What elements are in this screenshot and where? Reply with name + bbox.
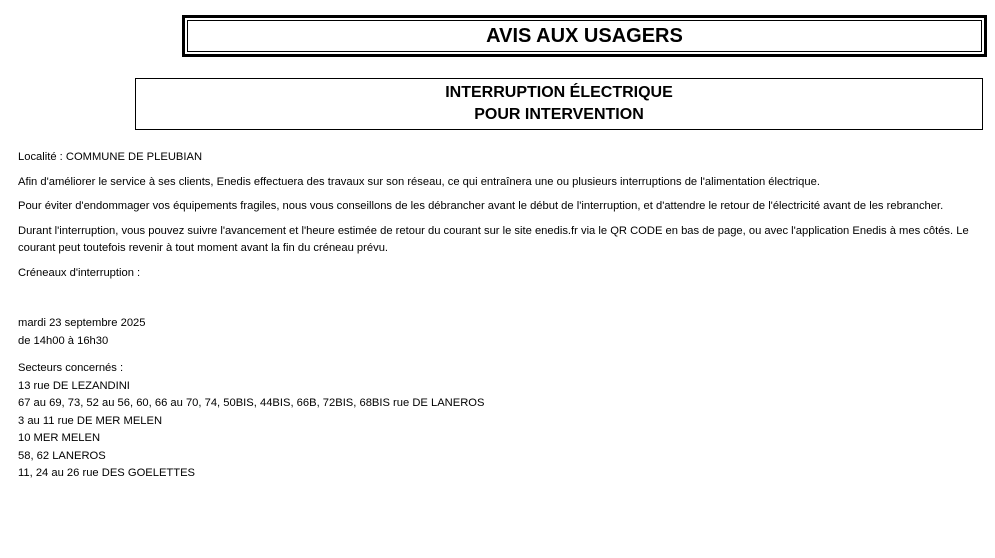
protection-paragraph: Pour éviter d'endommager vos équipements fragiles, nous vous conseillons de les débrancher avant le début de l'interruption, et d'attendre le retour de l'électricité avant de les rebrancher.: [18, 200, 944, 212]
schedule-heading: Créneaux d'interruption :: [18, 266, 141, 279]
area-item: 3 au 11 rue DE MER MELEN: [18, 414, 163, 427]
areas-heading: Secteurs concernés :: [18, 362, 124, 374]
posting-banner-label: AVIS AUX USAGERS: [187, 20, 982, 52]
notice-body: [18, 149, 983, 483]
area-item: 10 MER MELEN: [18, 432, 101, 444]
notice-title: [135, 78, 983, 130]
area-item: 11, 24 au 26 rue DES GOELETTES: [18, 467, 196, 479]
outage-time: de 14h00 à 16h30: [18, 334, 109, 347]
notice-title-line1: INTERRUPTION ÉLECTRIQUE: [445, 84, 673, 101]
posting-banner: [182, 15, 987, 57]
commune-line: Localité : COMMUNE DE PLEUBIAN: [18, 151, 203, 163]
intro-paragraph: Afin d'améliorer le service à ses clients, Enedis effectuera des travaux sur son réseau, ce qui entraînera une ou plusieurs interruptions de l'alimentation électrique.: [18, 175, 820, 188]
area-item: 58, 62 LANEROS: [18, 449, 106, 462]
outage-date: mardi 23 septembre 2025: [18, 317, 146, 329]
notice-title-line2: POUR INTERVENTION: [474, 106, 644, 123]
area-item: 67 au 69, 73, 52 au 56, 60, 66 au 70, 74, 50BIS, 44BIS, 66B, 72BIS, 68BIS rue DE LANEROS: [18, 397, 485, 409]
follow-up-paragraph: Durant l'interruption, vous pouvez suivre l'avancement et l'heure estimée de retour du courant sur le site enedis.fr via le QR CODE en bas de page, ou avec l'application Enedis à mes côtés. Le courant peut toutefois revenir à tout moment avant la fin du créneau prévu.: [18, 224, 969, 254]
area-item: 13 rue DE LEZANDINI: [18, 379, 130, 392]
